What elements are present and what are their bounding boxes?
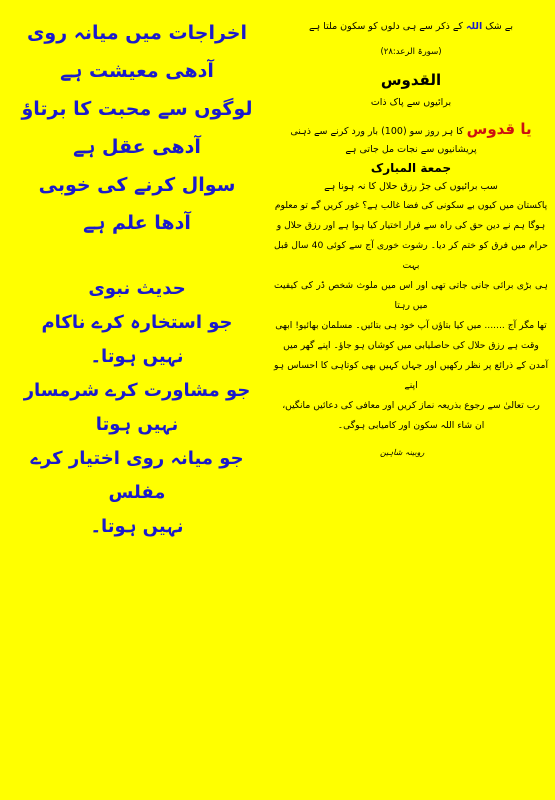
saying-block [6,14,268,242]
article-intro: سب برائیوں کی جڑ رزق حلال کا نہ ہونا ہے [324,181,498,192]
saying-line: آدھی معیشت ہے [60,60,214,82]
author-signature: روبینہ شاہین [380,448,425,457]
hadith-line: جو مشاورت کرے شرمسار [23,380,251,401]
verse-allah: اللہ [465,21,483,32]
right-column [272,18,550,457]
hadith-line: نہیں ہوتا [95,414,179,435]
hadith-title: حدیث نبوی [88,278,186,299]
verse-reference: (سورۃ الرعد:۲۸) [380,47,442,57]
article-line: پاکستان میں کیوں بے سکونی کی فضا غالب ہے؟ غور کریں گے تو معلوم [274,200,548,211]
jumma-heading: جمعة المبارک [370,161,452,175]
article-line: رب تعالیٰ سے رجوع بذریعہ نماز کریں اور معافی کی دعائیں مانگیں، [282,400,540,411]
saying-line: اخراجات میں میانہ روی [26,22,247,44]
article-line: ہی بڑی برائی جانی جاتی تھی اور اس میں ملوث شخص ڈر کی کیفیت میں رہتا [274,280,548,311]
saying-line: لوگوں سے محبت کا برتاؤ [21,98,253,120]
article-line: تھا مگر آج ....... میں کیا بتاؤں آپ خود ہی بتائیں۔ مسلمان بھائیو! ابھی [275,320,547,331]
hadith-line: جو میانہ روی اختیار کرے مفلس [30,448,244,503]
article-line: حرام میں فرق کو ختم کر دیا۔ رشوت خوری آج سے کوئی 40 سال قبل بہت [274,240,548,271]
wazifa-name: یا قدوس [466,120,532,138]
saying-line: سوال کرنے کی خوبی [38,174,236,196]
hadith-line: جو استخارہ کرے ناکام [41,312,233,333]
saying-line: آدھا علم ہے [83,212,191,234]
article-line: وقت ہے رزق حلال کی حاصلیابی میں کوشاں ہو جاؤ۔ اپنے گھر میں [283,340,539,351]
hadith-block [6,272,268,544]
article-line: آمدن کے ذرائع پر نظر رکھیں اور جہاں کہیں بھی کوتاہی کا احساس ہو اپنے [274,360,548,391]
article-body [272,196,550,436]
name-meaning: برائیوں سے پاک ذات [370,97,452,108]
article-line: ہوگا ہم نے دین حق کی راہ سے فرار اختیار کیا ہوا ہے اور رزق حلال و [276,220,546,231]
saying-line: آدھی عقل ہے [73,136,201,158]
verse-post: کے ذکر سے ہی دلوں کو سکون ملتا ہے [309,21,463,32]
verse-line [272,18,550,36]
wazifa-text: کا ہر روز سو (100) بار ورد کرنے سے ذہنی [290,126,464,137]
hadith-line: نہیں ہوتا۔ [90,346,184,367]
article-line: ان شاء اللہ سکون اور کامیابی ہوگی۔ [337,420,485,431]
wazifa-line [272,120,550,138]
hadith-line: نہیں ہوتا۔ [90,516,184,537]
verse-pre: بے شک [485,21,513,32]
wazifa-text-2: پریشانیوں سے نجات مل جاتی ہے [345,144,477,155]
name-title: القدوس [380,71,442,89]
left-column [6,14,268,544]
